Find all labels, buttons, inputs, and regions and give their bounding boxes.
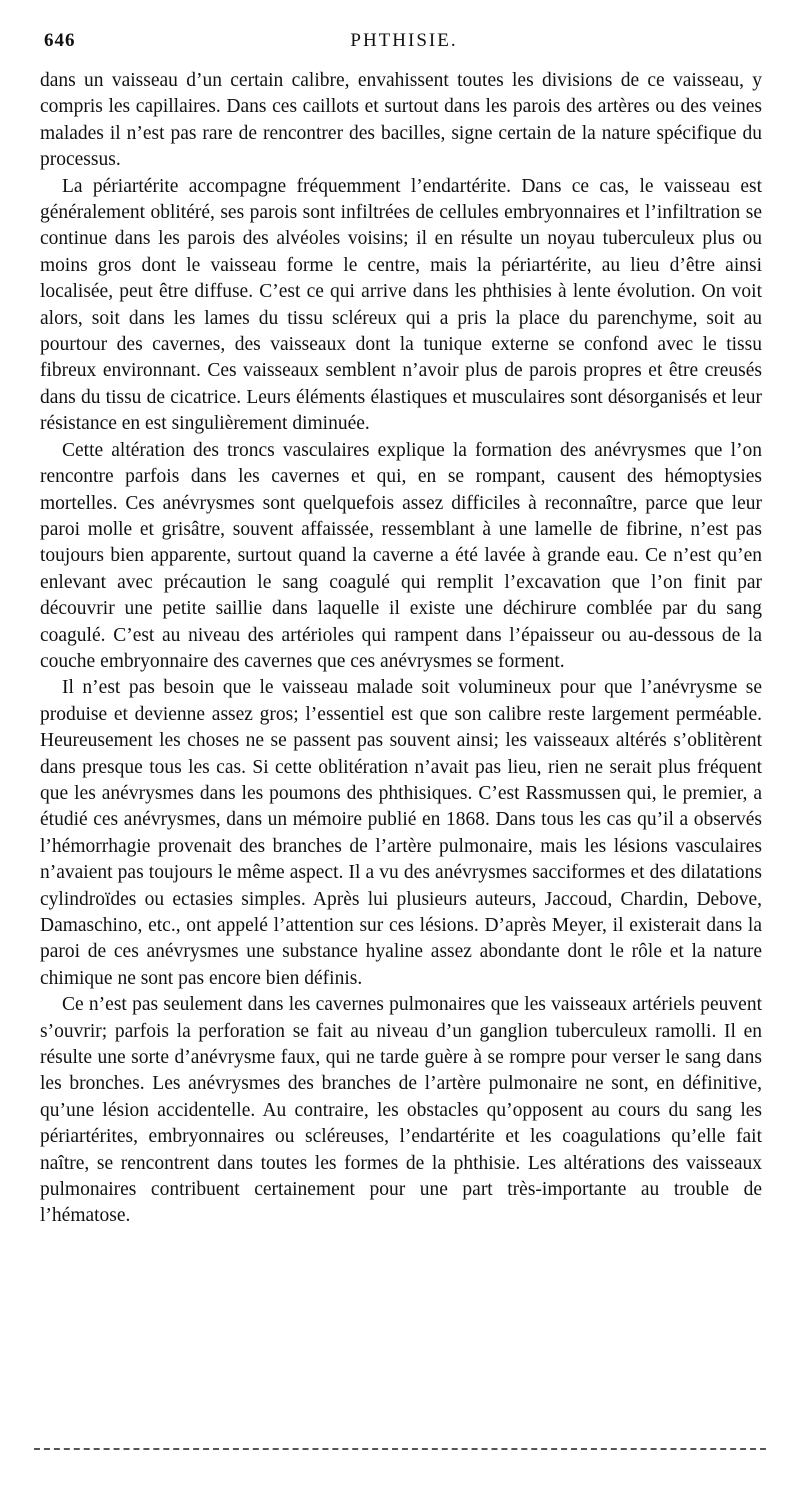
paragraph-continued: dans un vaisseau d’un certain calibre, envahissent toutes les divisions de ce vaisseau, y compris les capillaires. Dans ces caillots et surtout dans les parois des artères ou des veines malades il n’est pas rare de rencontrer des bacilles, signe certain de la nature spécifique du processus.	[40, 70, 762, 171]
page-header	[34, 30, 774, 56]
paragraph-periarterite: La périartérite accompagne fréquemment l’endartérite. Dans ce cas, le vaisseau est généralement oblitéré, ses parois sont infiltrées de cellules embryonnaires et l’infiltration se continue dans les parois des alvéoles voisins; il en résulte un noyau tuberculeux plus ou moins gros dont le vaisseau forme le centre, mais la périartérite, au lieu d’être ainsi localisée, peut être diffuse. C’est ce qui arrive dans les phthisies à lente évolution. On voit alors, soit dans les lames du tissu scléreux qui a pris la place du parenchyme, soit au pourtour des cavernes, des vaisseaux dont la tunique externe se confond avec le tissu fibreux environnant. Ces vaisseaux semblent n’avoir plus de parois propres et être creusés dans du tissu de cicatrice. Leurs éléments élastiques et musculaires sont désorganisés et leur résistance en est singulièrement diminuée.	[40, 175, 762, 435]
body-text	[40, 68, 762, 1230]
running-title: PHTHISIE.	[350, 30, 458, 51]
paragraph-anevrysmes-formation: Cette altération des troncs vasculaires explique la formation des anévrysmes que l’on rencontre parfois dans les cavernes et qui, en se rompant, causent des hémoptysies mortelles. Ces anévrysmes sont quelquefois assez difficiles à reconnaître, parce que leur paroi molle et grisâtre, souvent affaissée, ressemblant à une lamelle de fibrine, n’est pas toujours bien apparente, surtout quand la caverne a été lavée à grande eau. Ce n’est qu’en enlevant avec précaution le sang coagulé qui remplit l’excavation que l’on finit par découvrir une petite saillie dans laquelle il existe une déchirure comblée par du sang coagulé. C’est au niveau des artérioles qui rampent dans l’épaisseur ou au-dessous de la couche embryonnaire des cavernes que ces anévrysmes se forment.	[40, 439, 762, 672]
page-number: 646	[44, 30, 76, 51]
paragraph-rassmussen: Il n’est pas besoin que le vaisseau malade soit volumineux pour que l’anévrysme se produise et devienne assez gros; l’essentiel est que son calibre reste largement perméable. Heureusement les choses ne se passent pas souvent ainsi; les vaisseaux altérés s’oblitèrent dans presque tous les cas. Si cette oblitération n’avait pas lieu, rien ne serait plus fréquent que les anévrysmes dans les poumons des phthisiques. C’est Rassmussen qui, le premier, a étudié ces anévrysmes, dans un mémoire publié en 1868. Dans tous les cas qu’il a observés l’hémorrhagie provenait des branches de l’artère pulmonaire, mais les lésions vasculaires n’avaient pas toujours le même aspect. Il a vu des anévrysmes sacciformes et des dilatations cylindroïdes ou ectasies simples. Après lui plusieurs auteurs, Jaccoud, Chardin, Debove, Damaschino, etc., ont appelé l’attention sur ces lésions. D’après Meyer, il existerait dans la paroi de ces anévrysmes une substance hyaline assez abondante dont le rôle et la nature chimique ne sont pas encore bien définis.	[40, 677, 762, 989]
footer-rule	[34, 1448, 766, 1450]
paragraph-ganglion: Ce n’est pas seulement dans les cavernes pulmonaires que les vaisseaux artériels peuvent s’ouvrir; parfois la perforation se fait au niveau d’un ganglion tuberculeux ramolli. Il en résulte une sorte d’anévrysme faux, qui ne tarde guère à se rompre pour verser le sang dans les bronches. Les anévrysmes des branches de l’artère pulmonaire ne sont, en définitive, qu’une lésion accidentelle. Au contraire, les obstacles qu’opposent au cours du sang les périartérites, embryonnaires ou scléreuses, l’endartérite et les coagulations qu’elle fait naître, se rencontrent dans toutes les formes de la phthisie. Les altérations des vaisseaux pulmonaires contribuent certainement pour une part très-importante au trouble de l’hématose.	[40, 994, 762, 1227]
